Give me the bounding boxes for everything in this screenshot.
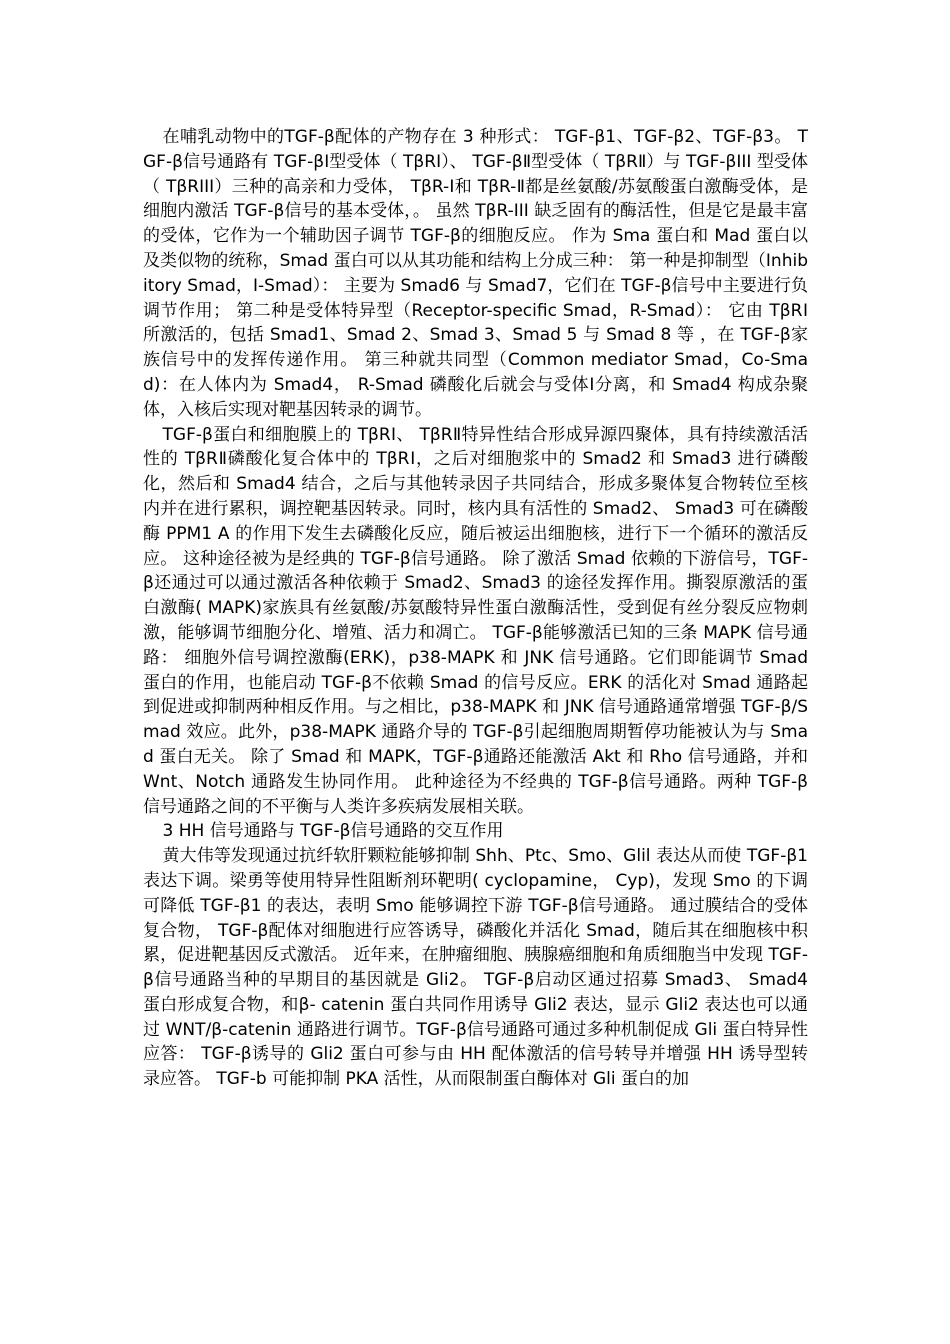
section-heading: 3 HH 信号通路与 TGF-β信号通路的交互作用 xyxy=(162,821,504,842)
document-page xyxy=(143,125,808,1092)
body-paragraph-1: 在哺乳动物中的TGF-β配体的产物存在 3 种形式： TGF-β1、TGF-β2、TGF-β3。 TGF-β信号通路有 TGF-βⅠ型受体（ TβRⅠ）、 TGF-βⅡ型受体（ TβRⅡ）与 TGF-βIII 型受体（ TβRIII）三种的高亲和力受体， TβR-Ⅰ和 TβR-Ⅱ都是丝氨酸/苏氨酸蛋白激酶受体，是细胞内激活 TGF-β信号的基本受体，。 虽然 TβR-III 缺乏固有的酶活性，但是它是最丰富的受体，它作为一个辅助因子调节 TGF-β的细胞反应。 作为 Sma 蛋白和 Mad 蛋白以及类似物的统称，Smad 蛋白可以从其功能和结构上分成三种： 第一种是抑制型（Inhibitory Smad，I-Smad）： 主要为 Smad6 与 Smad7，它们在 TGF-β信号中主要进行负调节作用； 第二种是受体特异型（Receptor-specific Smad，R-Smad）： 它由 TβRⅠ所激活的，包括 Smad1、Smad 2、Smad 3、Smad 5 与 Smad 8 等 ，在 TGF-β家族信号中的发挥传递作用。 第三种就共同型（Common mediator Smad，Co-Smad)：在人体内为 Smad4， R-Smad 磷酸化后就会与受体Ⅰ分离，和 Smad4 构成杂聚体，入核后实现对靶基因转录的调节。 xyxy=(143,127,808,420)
section-paragraph-1: 黄大伟等发现通过抗纤软肝颗粒能够抑制 Shh、Ptc、Smo、Glil 表达从而使 TGF-β1 表达下调。梁勇等使用特异性阻断剂环靶明( cyclopamine， Cyp)，发现 Smo 的下调可降低 TGF-β1 的表达，表明 Smo 能够调控下游 TGF-β信号通路。 通过膜结合的受体复合物， TGF-β配体对细胞进行应答诱导，磷酸化并活化 Smad，随后其在细胞核中积累，促进靶基因反式激活。 近年来，在肿瘤细胞、胰腺癌细胞和角质细胞当中发现 TGF-β信号通路当种的早期目的基因就是 Gli2。 TGF-β启动区通过招募 Smad3、 Smad4 蛋白形成复合物，和β- catenin 蛋白共同作用诱导 Gli2 表达，显示 Gli2 表达也可以通过 WNT/β-catenin 通路进行调节。TGF-β信号通路可通过多种机制促成 Gli 蛋白特异性应答： TGF-β诱导的 Gli2 蛋白可参与由 HH 配体激活的信号转导并增强 HH 诱导型转录应答。 TGF-b 可能抑制 PKA 活性，从而限制蛋白酶体对 Gli 蛋白的加 xyxy=(143,846,808,1090)
body-paragraph-2: TGF-β蛋白和细胞膜上的 TβRⅠ、 TβRⅡ特异性结合形成异源四聚体，具有持续激活活性的 TβRⅡ磷酸化复合体中的 TβRⅠ，之后对细胞浆中的 Smad2 和 Smad3 进行磷酸化，然后和 Smad4 结合，之后与其他转录因子共同结合，形成多聚体复合物转位至核内并在进行累积，调控靶基因转录。同时，核内具有活性的 Smad2、 Smad3 可在磷酸酶 PPM1 A 的作用下发生去磷酸化反应，随后被运出细胞核，进行下一个循环的激活反应。 这种途径被为是经典的 TGF-β信号通路。 除了激活 Smad 依赖的下游信号，TGF-β还通过可以通过激活各种依赖于 Smad2、Smad3 的途径发挥作用。撕裂原激活的蛋白激酶( MAPK)家族具有丝氨酸/苏氨酸特异性蛋白激酶活性，受到促有丝分裂反应物刺激，能够调节细胞分化、增殖、活力和凋亡。 TGF-β能够激活已知的三条 MAPK 信号通路： 细胞外信号调控激酶(ERK)，p38-MAPK 和 JNK 信号通路。它们即能调节 Smad 蛋白的作用，也能启动 TGF-β不依赖 Smad 的信号反应。ERK 的活化对 Smad 通路起到促进或抑制两种相反作用。与之相比，p38-MAPK 和 JNK 信号通路通常增强 TGF-β/Smad 效应。此外，p38-MAPK 通路介导的 TGF-β引起细胞周期暂停功能被认为与 Smad 蛋白无关。 除了 Smad 和 MAPK，TGF-β通路还能激活 Akt 和 Rho 信号通路，并和 Wnt、Notch 通路发生协同作用。 此种途径为不经典的 TGF-β信号通路。两种 TGF-β信号通路之间的不平衡与人类许多疾病发展相关联。 xyxy=(143,424,808,817)
